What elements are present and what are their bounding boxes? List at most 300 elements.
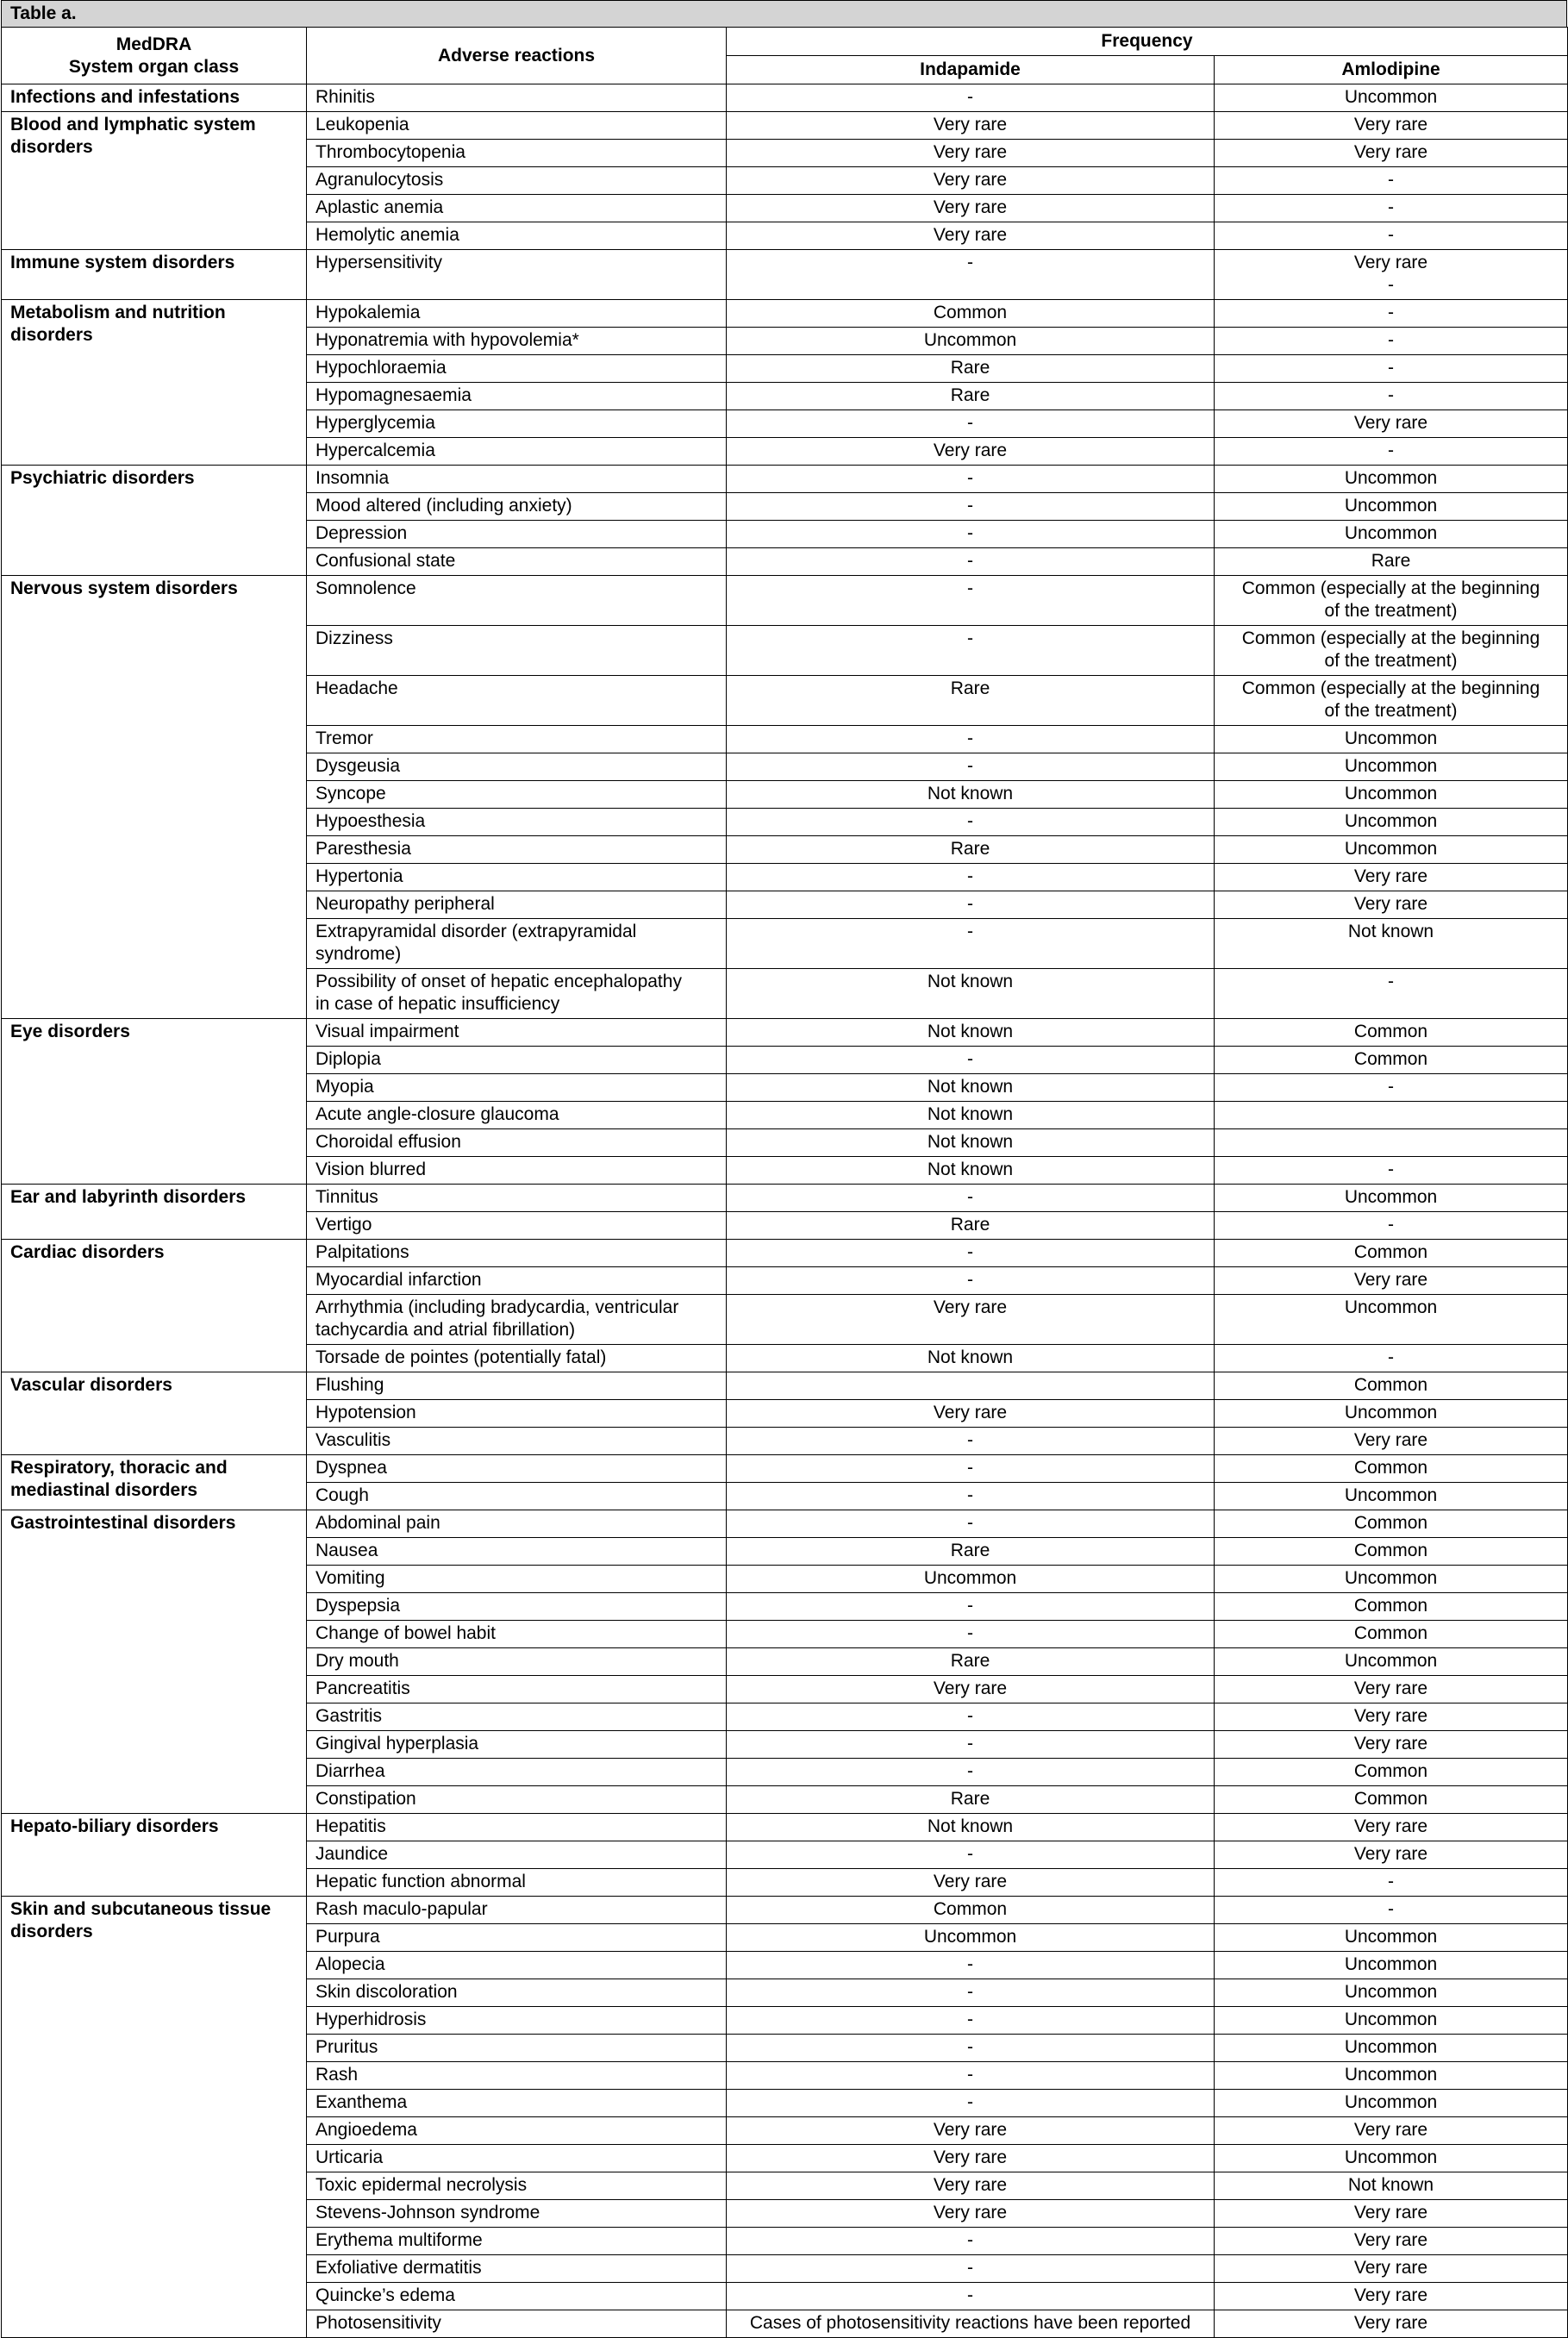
indapamide-frequency-cell: Uncommon	[727, 1924, 1215, 1952]
amlodipine-frequency-cell	[1215, 1897, 1568, 1924]
amlodipine-frequency-cell	[1215, 2283, 1568, 2310]
adverse-reaction-text: Vertigo	[315, 1215, 372, 1235]
amlodipine-frequency-cell	[1215, 195, 1568, 222]
amlodipine-frequency-text-continued: of the treatment)	[1324, 651, 1458, 671]
amlodipine-frequency-cell	[1215, 1510, 1568, 1538]
indapamide-frequency-cell: -	[727, 250, 1215, 300]
indapamide-frequency-cell: Very rare	[727, 2145, 1215, 2172]
amlodipine-frequency-cell	[1215, 328, 1568, 355]
amlodipine-frequency-cell	[1215, 969, 1568, 1019]
adverse-reaction-cell	[307, 1483, 727, 1510]
adverse-reaction-text: Depression	[315, 523, 408, 543]
system-organ-class-cell: Psychiatric disorders	[2, 466, 307, 576]
adverse-reaction-cell	[307, 2172, 727, 2200]
adverse-reaction-text: Dysgeusia	[315, 756, 401, 776]
amlodipine-frequency-cell	[1215, 1703, 1568, 1731]
adverse-reaction-cell	[307, 2117, 727, 2145]
adverse-reactions-table	[1, 27, 1568, 2338]
amlodipine-frequency-cell	[1215, 466, 1568, 493]
adverse-reaction-text: Hyperglycemia	[315, 413, 435, 433]
indapamide-frequency-cell: -	[727, 1240, 1215, 1267]
amlodipine-frequency-cell	[1215, 676, 1568, 726]
indapamide-frequency-cell: Not known	[727, 1157, 1215, 1185]
indapamide-frequency-cell: Very rare	[727, 1400, 1215, 1428]
adverse-reaction-cell	[307, 576, 727, 626]
adverse-reaction-cell	[307, 466, 727, 493]
adverse-reaction-text: Angioedema	[315, 2120, 417, 2140]
adverse-reaction-cell	[307, 300, 727, 328]
amlodipine-frequency-text: -	[1388, 170, 1394, 190]
adverse-reaction-cell	[307, 2062, 727, 2090]
amlodipine-frequency-cell	[1215, 2007, 1568, 2035]
amlodipine-frequency-text: Uncommon	[1344, 1927, 1438, 1947]
adverse-reaction-text: Flushing	[315, 1375, 384, 1395]
document-page	[1, 0, 1567, 2338]
indapamide-frequency-cell: Rare	[727, 1786, 1215, 1814]
indapamide-frequency-cell: -	[727, 521, 1215, 548]
indapamide-frequency-cell: -	[727, 919, 1215, 969]
amlodipine-frequency-text: Uncommon	[1344, 1403, 1438, 1422]
amlodipine-frequency-text: Very rare	[1353, 1706, 1428, 1726]
amlodipine-frequency-text: -	[1388, 441, 1394, 460]
amlodipine-frequency-cell	[1215, 1212, 1568, 1240]
adverse-reaction-cell	[307, 1676, 727, 1703]
amlodipine-frequency-text: -	[1388, 225, 1394, 245]
adverse-reaction-cell	[307, 1240, 727, 1267]
table-row	[2, 1897, 1568, 1924]
adverse-reaction-text: Hypersensitivity	[315, 253, 443, 272]
amlodipine-frequency-text: Very rare	[1353, 413, 1428, 433]
amlodipine-frequency-text: -	[1388, 1077, 1394, 1097]
adverse-reaction-cell	[307, 1593, 727, 1621]
adverse-reaction-cell	[307, 84, 727, 112]
indapamide-frequency-cell: -	[727, 1703, 1215, 1731]
indapamide-frequency-cell: -	[727, 1483, 1215, 1510]
adverse-reaction-cell	[307, 493, 727, 521]
system-organ-class-cell: Cardiac disorders	[2, 1240, 307, 1372]
amlodipine-frequency-text: -	[1388, 1899, 1394, 1919]
amlodipine-frequency-cell	[1215, 1566, 1568, 1593]
adverse-reaction-cell	[307, 383, 727, 410]
adverse-reaction-cell	[307, 2310, 727, 2338]
adverse-reaction-text: Hyperhidrosis	[315, 2010, 427, 2029]
amlodipine-frequency-text: Very rare	[1353, 2230, 1428, 2250]
amlodipine-frequency-cell	[1215, 355, 1568, 383]
indapamide-frequency-cell: Not known	[727, 1019, 1215, 1047]
adverse-reaction-text: Exanthema	[315, 2092, 408, 2112]
adverse-reaction-text: Palpitations	[315, 1242, 409, 1262]
amlodipine-frequency-text: Common	[1353, 1049, 1428, 1069]
adverse-reaction-cell	[307, 1157, 727, 1185]
adverse-reaction-cell	[307, 112, 727, 140]
adverse-reaction-text: Change of bowel habit	[315, 1623, 496, 1643]
adverse-reaction-text: Tinnitus	[315, 1187, 378, 1207]
amlodipine-frequency-text: Uncommon	[1344, 1187, 1438, 1207]
adverse-reaction-text: Myocardial infarction	[315, 1270, 482, 1290]
amlodipine-frequency-text: Common	[1353, 1022, 1428, 1041]
adverse-reaction-text: Myopia	[315, 1077, 374, 1097]
adverse-reaction-text: Insomnia	[315, 468, 390, 488]
adverse-reaction-cell	[307, 1566, 727, 1593]
adverse-reaction-text: Exfoliative dermatitis	[315, 2258, 482, 2278]
frequency-header: Frequency	[727, 28, 1568, 56]
adverse-reaction-text: Purpura	[315, 1927, 380, 1947]
adverse-reaction-cell	[307, 919, 727, 969]
amlodipine-frequency-text: Uncommon	[1344, 1485, 1438, 1505]
adverse-reaction-text: Agranulocytosis	[315, 170, 444, 190]
amlodipine-frequency-text: Common	[1353, 1541, 1428, 1560]
system-organ-class-cell: Respiratory, thoracic and mediastinal disorders	[2, 1455, 307, 1510]
adverse-reaction-text: Possibility of onset of hepatic encephalopathy	[315, 972, 682, 991]
adverse-reaction-text: Acute angle-closure glaucoma	[315, 1104, 559, 1124]
indapamide-frequency-cell: Rare	[727, 355, 1215, 383]
amlodipine-frequency-cell	[1215, 1538, 1568, 1566]
adverse-reaction-text: Torsade de pointes (potentially fatal)	[315, 1347, 607, 1367]
system-organ-class-cell: Gastrointestinal disorders	[2, 1510, 307, 1814]
amlodipine-frequency-cell	[1215, 891, 1568, 919]
indapamide-frequency-cell: -	[727, 410, 1215, 438]
amlodipine-frequency-cell	[1215, 1240, 1568, 1267]
amlodipine-frequency-text: Uncommon	[1344, 2010, 1438, 2029]
adverse-reaction-text: Skin discoloration	[315, 1982, 458, 2002]
table-row	[2, 84, 1568, 112]
amlodipine-frequency-text: Rare	[1371, 551, 1411, 571]
indapamide-frequency-cell: -	[727, 576, 1215, 626]
indapamide-frequency-cell: Uncommon	[727, 1566, 1215, 1593]
adverse-reaction-text: Pancreatitis	[315, 1678, 410, 1698]
adverse-reaction-cell	[307, 2255, 727, 2283]
indapamide-frequency-cell: -	[727, 1759, 1215, 1786]
adverse-reaction-text: Erythema multiforme	[315, 2230, 483, 2250]
table-row	[2, 466, 1568, 493]
indapamide-frequency-cell: Common	[727, 1897, 1215, 1924]
indapamide-frequency-cell: Rare	[727, 836, 1215, 864]
indapamide-header: Indapamide	[727, 56, 1215, 84]
amlodipine-frequency-cell	[1215, 1455, 1568, 1483]
amlodipine-frequency-text: Uncommon	[1344, 1954, 1438, 1974]
adverse-reaction-cell	[307, 836, 727, 864]
indapamide-frequency-cell: -	[727, 1047, 1215, 1074]
amlodipine-frequency-text: Very rare	[1353, 894, 1428, 914]
adverse-reaction-cell	[307, 438, 727, 466]
amlodipine-frequency-cell	[1215, 1786, 1568, 1814]
adverse-reaction-cell	[307, 1648, 727, 1676]
amlodipine-frequency-text: -	[1388, 972, 1394, 991]
adverse-reaction-text: Photosensitivity	[315, 2313, 441, 2333]
indapamide-frequency-cell	[727, 1372, 1215, 1400]
adverse-reaction-cell	[307, 1074, 727, 1102]
adverse-reaction-text: Dyspepsia	[315, 1596, 401, 1616]
amlodipine-frequency-text: Common	[1353, 1375, 1428, 1395]
amlodipine-frequency-cell	[1215, 2255, 1568, 2283]
table-row	[2, 250, 1568, 300]
system-organ-class-cell: Metabolism and nutrition disorders	[2, 300, 307, 466]
adverse-reaction-text: Cough	[315, 1485, 369, 1505]
adverse-reaction-cell	[307, 410, 727, 438]
adverse-reaction-text: Dyspnea	[315, 1458, 387, 1478]
indapamide-frequency-cell: -	[727, 753, 1215, 781]
amlodipine-frequency-cell	[1215, 1593, 1568, 1621]
amlodipine-frequency-cell	[1215, 1648, 1568, 1676]
indapamide-frequency-cell: -	[727, 1185, 1215, 1212]
adverse-reaction-text: Hypertonia	[315, 866, 403, 886]
indapamide-frequency-cell: Very rare	[727, 2200, 1215, 2228]
amlodipine-frequency-text: Very rare	[1353, 2313, 1428, 2333]
adverse-reaction-text: Diarrhea	[315, 1761, 385, 1781]
amlodipine-frequency-cell	[1215, 1759, 1568, 1786]
indapamide-frequency-cell: Rare	[727, 1538, 1215, 1566]
amlodipine-frequency-text: -	[1388, 330, 1394, 350]
amlodipine-frequency-text-continued: of the treatment)	[1324, 701, 1458, 721]
amlodipine-frequency-cell	[1215, 2117, 1568, 2145]
amlodipine-frequency-cell	[1215, 919, 1568, 969]
adverse-reaction-text: Pruritus	[315, 2037, 378, 2057]
adverse-reaction-text: Leukopenia	[315, 115, 409, 134]
adverse-reaction-text: Stevens-Johnson syndrome	[315, 2203, 540, 2222]
amlodipine-frequency-cell	[1215, 140, 1568, 167]
indapamide-frequency-cell: -	[727, 1952, 1215, 1979]
adverse-reaction-text-continued: syndrome)	[315, 944, 402, 964]
amlodipine-frequency-text: Very rare	[1353, 115, 1428, 134]
indapamide-frequency-cell: Not known	[727, 1129, 1215, 1157]
indapamide-frequency-cell: -	[727, 1455, 1215, 1483]
system-organ-class-cell: Immune system disorders	[2, 250, 307, 300]
adverse-reaction-cell	[307, 1345, 727, 1372]
amlodipine-frequency-cell	[1215, 2090, 1568, 2117]
amlodipine-frequency-text: Uncommon	[1344, 2092, 1438, 2112]
amlodipine-frequency-cell	[1215, 809, 1568, 836]
adverse-reaction-text: Hypokalemia	[315, 303, 421, 322]
amlodipine-frequency-text: Very rare	[1353, 142, 1428, 162]
adverse-reaction-text: Tremor	[315, 728, 373, 748]
system-organ-class-cell: Hepato-biliary disorders	[2, 1814, 307, 1897]
adverse-reaction-text: Hemolytic anemia	[315, 225, 459, 245]
adverse-reaction-text: Vasculitis	[315, 1430, 391, 1450]
adverse-reaction-cell	[307, 2145, 727, 2172]
amlodipine-frequency-text: Common (especially at the beginning	[1241, 678, 1540, 698]
system-organ-class-cell: Infections and infestations	[2, 84, 307, 112]
indapamide-frequency-cell: Not known	[727, 1102, 1215, 1129]
adverse-reaction-cell	[307, 222, 727, 250]
amlodipine-frequency-cell	[1215, 84, 1568, 112]
adverse-reaction-text: Vision blurred	[315, 1160, 427, 1179]
adverse-reaction-text: Hypotension	[315, 1403, 416, 1422]
indapamide-frequency-cell: Not known	[727, 1345, 1215, 1372]
adverse-reaction-text-continued: in case of hepatic insufficiency	[315, 994, 560, 1014]
indapamide-frequency-cell: -	[727, 466, 1215, 493]
adverse-reaction-cell	[307, 2200, 727, 2228]
soc-header	[2, 28, 307, 84]
adverse-reaction-cell	[307, 2228, 727, 2255]
adverse-reaction-cell	[307, 1185, 727, 1212]
amlodipine-frequency-text: Uncommon	[1344, 839, 1438, 859]
adverse-reaction-text: Nausea	[315, 1541, 378, 1560]
adverse-reaction-cell	[307, 1952, 727, 1979]
adverse-reaction-cell	[307, 1538, 727, 1566]
table-header	[2, 28, 1568, 84]
adverse-reaction-text: Hepatitis	[315, 1816, 386, 1836]
adverse-reaction-text: Hepatic function abnormal	[315, 1872, 526, 1891]
amlodipine-header: Amlodipine	[1215, 56, 1568, 84]
adverse-reaction-cell	[307, 2090, 727, 2117]
system-organ-class-cell: Skin and subcutaneous tissue disorders	[2, 1897, 307, 2338]
adverse-reaction-cell	[307, 328, 727, 355]
adverse-reaction-text: Constipation	[315, 1789, 416, 1809]
amlodipine-frequency-cell	[1215, 1841, 1568, 1869]
amlodipine-frequency-text: Very rare	[1353, 1844, 1428, 1864]
amlodipine-frequency-text: Very rare	[1353, 1430, 1428, 1450]
indapamide-frequency-cell: -	[727, 1593, 1215, 1621]
amlodipine-frequency-text: -	[1388, 1160, 1394, 1179]
amlodipine-frequency-cell	[1215, 1869, 1568, 1897]
indapamide-frequency-cell: -	[727, 2255, 1215, 2283]
table-row	[2, 1185, 1568, 1212]
indapamide-frequency-cell: -	[727, 2090, 1215, 2117]
adverse-reaction-cell	[307, 1455, 727, 1483]
amlodipine-frequency-cell	[1215, 1372, 1568, 1400]
adverse-reaction-text: Rhinitis	[315, 87, 375, 107]
amlodipine-frequency-cell	[1215, 383, 1568, 410]
amlodipine-frequency-text: Very rare	[1353, 1270, 1428, 1290]
amlodipine-frequency-text: Very rare	[1353, 1734, 1428, 1754]
adverse-reaction-text-continued: tachycardia and atrial fibrillation)	[315, 1320, 576, 1340]
adverse-reaction-cell	[307, 1924, 727, 1952]
system-organ-class-cell: Blood and lymphatic system disorders	[2, 112, 307, 250]
adverse-reaction-text: Hypercalcemia	[315, 441, 435, 460]
indapamide-frequency-cell: Very rare	[727, 112, 1215, 140]
table-row	[2, 112, 1568, 140]
adverse-reaction-text: Hyponatremia with hypovolemia*	[315, 330, 579, 350]
table-row	[2, 1455, 1568, 1483]
amlodipine-frequency-text: Very rare	[1353, 2203, 1428, 2222]
amlodipine-frequency-text: -	[1388, 1347, 1394, 1367]
amlodipine-frequency-cell	[1215, 1102, 1568, 1129]
amlodipine-frequency-text: Common (especially at the beginning	[1241, 578, 1540, 598]
adverse-reaction-cell	[307, 195, 727, 222]
amlodipine-frequency-text: Uncommon	[1344, 1297, 1438, 1317]
amlodipine-frequency-text: -	[1388, 358, 1394, 378]
amlodipine-frequency-text: Not known	[1347, 922, 1434, 941]
amlodipine-frequency-text: Common	[1353, 1458, 1428, 1478]
amlodipine-frequency-cell	[1215, 167, 1568, 195]
table-row	[2, 576, 1568, 626]
amlodipine-frequency-text: Uncommon	[1344, 1982, 1438, 2002]
amlodipine-frequency-text: Common	[1353, 1513, 1428, 1533]
indapamide-frequency-cell: Uncommon	[727, 328, 1215, 355]
adverse-reaction-cell	[307, 1841, 727, 1869]
amlodipine-frequency-text: Uncommon	[1344, 811, 1438, 831]
amlodipine-frequency-text: Very rare	[1353, 2285, 1428, 2305]
amlodipine-frequency-cell	[1215, 576, 1568, 626]
adverse-reaction-text: Dry mouth	[315, 1651, 399, 1671]
adverse-reaction-cell	[307, 1786, 727, 1814]
indapamide-frequency-cell: -	[727, 1731, 1215, 1759]
indapamide-frequency-cell: Very rare	[727, 1295, 1215, 1345]
adverse-reaction-cell	[307, 521, 727, 548]
indapamide-frequency-cell: Very rare	[727, 167, 1215, 195]
adverse-reaction-text: Aplastic anemia	[315, 197, 444, 217]
amlodipine-frequency-cell	[1215, 2310, 1568, 2338]
adverse-reaction-cell	[307, 355, 727, 383]
amlodipine-frequency-text: -	[1388, 1872, 1394, 1891]
adverse-reaction-cell	[307, 1510, 727, 1538]
amlodipine-frequency-cell	[1215, 300, 1568, 328]
amlodipine-frequency-cell	[1215, 1814, 1568, 1841]
amlodipine-frequency-cell	[1215, 2062, 1568, 2090]
adverse-reaction-cell	[307, 1897, 727, 1924]
amlodipine-frequency-cell	[1215, 1047, 1568, 1074]
amlodipine-frequency-cell	[1215, 2145, 1568, 2172]
adverse-reaction-cell	[307, 626, 727, 676]
indapamide-frequency-cell: Cases of photosensitivity reactions have been reported	[727, 2310, 1215, 2338]
adverse-reaction-text: Quincke’s edema	[315, 2285, 455, 2305]
amlodipine-frequency-text: Very rare	[1353, 1678, 1428, 1698]
amlodipine-frequency-cell	[1215, 2035, 1568, 2062]
amlodipine-frequency-cell	[1215, 1400, 1568, 1428]
amlodipine-frequency-cell	[1215, 1428, 1568, 1455]
adverse-reaction-text: Somnolence	[315, 578, 416, 598]
indapamide-frequency-cell: -	[727, 493, 1215, 521]
indapamide-frequency-cell: -	[727, 1979, 1215, 2007]
adverse-reaction-cell	[307, 1731, 727, 1759]
indapamide-frequency-cell: -	[727, 1510, 1215, 1538]
amlodipine-frequency-cell	[1215, 753, 1568, 781]
adverse-reaction-text: Hypomagnesaemia	[315, 385, 472, 405]
adverse-reaction-cell	[307, 1047, 727, 1074]
adverse-reaction-text: Diplopia	[315, 1049, 381, 1069]
amlodipine-frequency-text: Uncommon	[1344, 523, 1438, 543]
amlodipine-frequency-text: Common	[1353, 1789, 1428, 1809]
amlodipine-frequency-text: Common (especially at the beginning	[1241, 628, 1540, 648]
adverse-reaction-cell	[307, 1814, 727, 1841]
amlodipine-frequency-text: Very rare	[1353, 253, 1428, 272]
adverse-reaction-cell	[307, 1428, 727, 1455]
amlodipine-frequency-cell	[1215, 521, 1568, 548]
adverse-reaction-cell	[307, 250, 727, 300]
adverse-reaction-cell	[307, 1267, 727, 1295]
adverse-reaction-text: Headache	[315, 678, 398, 698]
adverse-reaction-text: Visual impairment	[315, 1022, 459, 1041]
adverse-reaction-text: Confusional state	[315, 551, 456, 571]
adverse-reaction-cell	[307, 548, 727, 576]
adverse-reaction-cell	[307, 1400, 727, 1428]
indapamide-frequency-cell: Very rare	[727, 2172, 1215, 2200]
amlodipine-frequency-text: -	[1388, 303, 1394, 322]
indapamide-frequency-cell: -	[727, 626, 1215, 676]
indapamide-frequency-cell: -	[727, 2062, 1215, 2090]
adverse-reaction-cell	[307, 1102, 727, 1129]
adverse-reaction-text: Alopecia	[315, 1954, 385, 1974]
indapamide-frequency-cell: Very rare	[727, 140, 1215, 167]
amlodipine-frequency-text: Uncommon	[1344, 468, 1438, 488]
amlodipine-frequency-cell	[1215, 836, 1568, 864]
adverse-reaction-text: Thrombocytopenia	[315, 142, 465, 162]
amlodipine-frequency-text: Uncommon	[1344, 87, 1438, 107]
amlodipine-frequency-cell	[1215, 1952, 1568, 1979]
amlodipine-frequency-text: Very rare	[1353, 2258, 1428, 2278]
amlodipine-frequency-text-continued: -	[1388, 275, 1394, 295]
amlodipine-frequency-cell	[1215, 1979, 1568, 2007]
indapamide-frequency-cell: Very rare	[727, 222, 1215, 250]
amlodipine-frequency-text: Common	[1353, 1623, 1428, 1643]
table-row	[2, 1019, 1568, 1047]
adverse-reaction-cell	[307, 753, 727, 781]
indapamide-frequency-cell: Very rare	[727, 1676, 1215, 1703]
indapamide-frequency-cell: -	[727, 809, 1215, 836]
adverse-reaction-cell	[307, 1019, 727, 1047]
adverse-reaction-text: Abdominal pain	[315, 1513, 440, 1533]
adverse-reaction-cell	[307, 1212, 727, 1240]
